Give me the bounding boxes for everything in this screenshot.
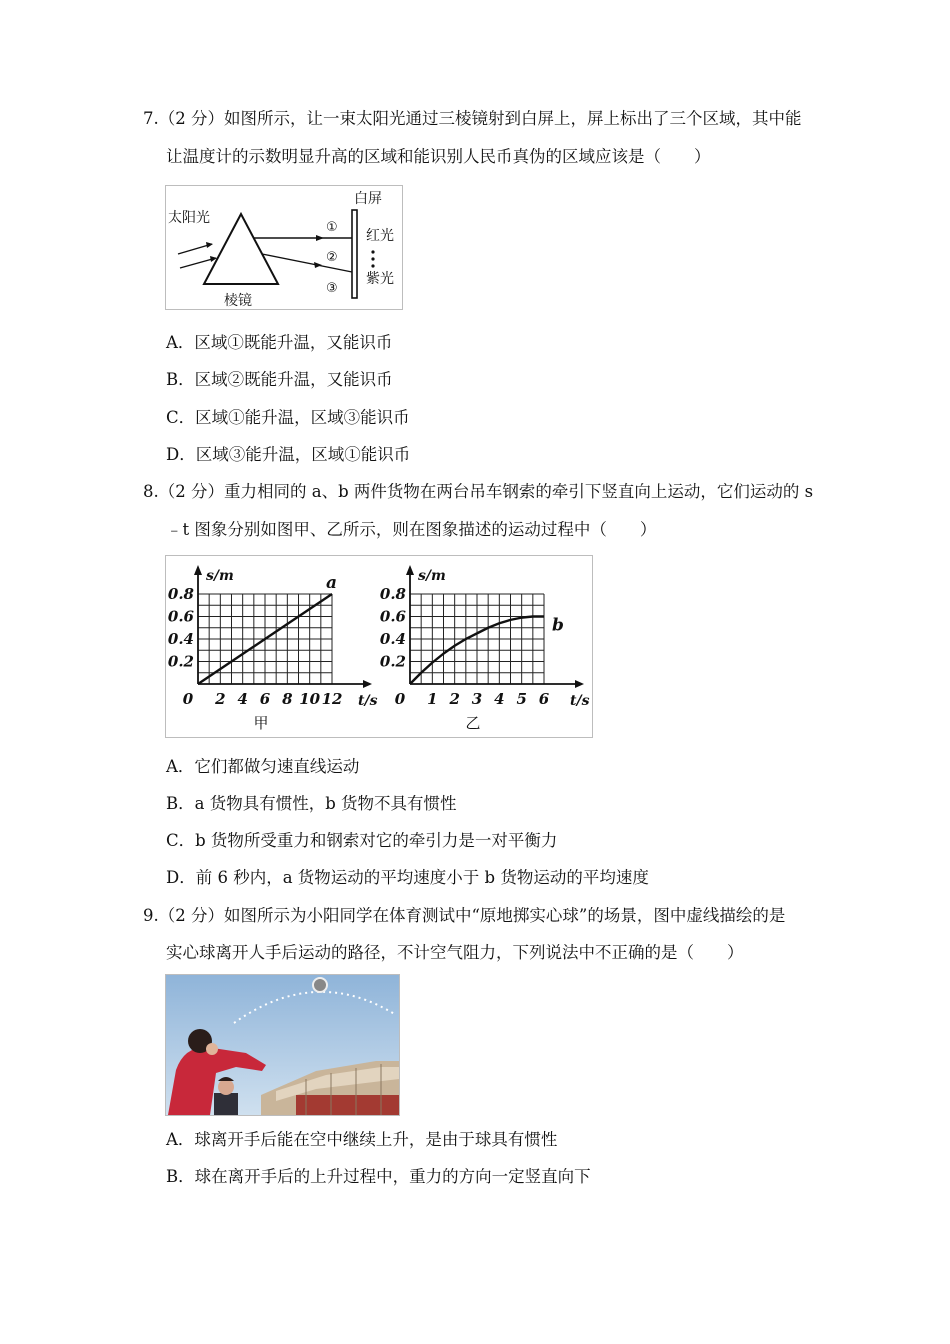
ball	[313, 978, 327, 992]
q9-score: （2 分）	[158, 906, 224, 925]
q7-stem-line1	[143, 108, 802, 130]
q8-stem-line2: ﹣t 图象分别如图甲、乙所示，则在图象描述的运动过程中（ ）	[166, 520, 657, 539]
y-axis-label: s/m	[418, 568, 446, 584]
shot-put-photo	[165, 974, 400, 1116]
y-axis-arrow	[406, 565, 414, 575]
series-label-b: b	[552, 615, 564, 636]
y-axis-arrow	[194, 565, 202, 575]
q8-stem-line1	[143, 481, 813, 503]
q9-option-b: B．球在离开手后的上升过程中，重力的方向一定竖直向下	[166, 1167, 591, 1186]
x-tick-label: 0	[182, 690, 194, 708]
x-tick-label: 8	[282, 690, 293, 708]
region-2-label: ②	[326, 250, 338, 265]
q9-option-a: A．球离开手后能在空中继续上升，是由于球具有惯性	[166, 1130, 558, 1149]
q7-stem-line2: 让温度计的示数明显升高的区域和能识别人民币真伪的区域应该是（ ）	[166, 147, 711, 166]
sunlight-label: 太阳光	[168, 210, 210, 226]
q9-stem-text1: 如图所示为小阳同学在体育测试中“原地掷实心球”的场景，图中虚线描绘的是	[224, 906, 786, 925]
graph-caption: 甲	[253, 714, 269, 732]
y-tick-label: 0.8	[167, 585, 194, 603]
graph-caption: 乙	[465, 714, 481, 732]
prism-label: 棱镜	[224, 293, 252, 309]
prism-triangle	[204, 214, 278, 284]
x-axis-arrow	[363, 680, 372, 688]
x-tick-label: 0	[394, 690, 406, 708]
q8-score: （2 分）	[158, 482, 224, 501]
q7-option-b: B．区域②既能升温，又能识币	[166, 370, 393, 389]
white-screen	[352, 210, 357, 298]
x-axis-label: t/s	[570, 693, 590, 709]
q8-number: 8.	[143, 482, 159, 501]
y-tick-label: 0.6	[167, 607, 194, 626]
q8-option-c: C．b 货物所受重力和钢索对它的牵引力是一对平衡力	[166, 831, 558, 850]
x-tick-label: 5	[516, 690, 527, 708]
q8-option-b: B．a 货物具有惯性，b 货物不具有惯性	[166, 794, 457, 813]
y-axis-label: s/m	[206, 568, 234, 584]
red-light-label: 红光	[366, 228, 394, 244]
q7-option-c: C．区域①能升温，区域③能识币	[166, 408, 410, 427]
x-tick-label: 10	[299, 690, 321, 708]
x-tick-label: 12	[321, 690, 343, 708]
y-tick-label: 0.4	[167, 630, 194, 648]
region-1-label: ①	[326, 220, 338, 235]
series-label-a: a	[326, 573, 338, 593]
x-tick-label: 6	[538, 690, 550, 708]
x-axis-arrow	[575, 680, 584, 688]
x-tick-label: 4	[237, 690, 248, 708]
x-tick-label: 1	[427, 690, 438, 708]
q7-option-a: A．区域①既能升温，又能识币	[166, 333, 393, 352]
q9-stem-line1	[143, 905, 785, 927]
st-graphs-figure	[165, 555, 593, 738]
q7-stem-text1: 如图所示，让一束太阳光通过三棱镜射到白屏上，屏上标出了三个区域，其中能	[224, 109, 802, 128]
x-tick-label: 2	[215, 690, 226, 708]
x-tick-label: 6	[259, 690, 271, 708]
x-tick-label: 4	[494, 690, 505, 708]
graph-jia	[168, 565, 378, 732]
y-tick-label: 0.6	[379, 607, 406, 626]
screen-label: 白屏	[354, 191, 382, 207]
y-tick-label: 0.2	[167, 652, 194, 671]
q7-option-d: D．区域③能升温，区域①能识币	[166, 445, 411, 464]
x-tick-label: 2	[449, 690, 460, 708]
y-tick-label: 0.4	[379, 630, 406, 648]
q8-option-a: A．它们都做匀速直线运动	[166, 757, 360, 776]
outgoing-ray-violet	[262, 254, 352, 272]
q8-stem-text1: 重力相同的 a、b 两件货物在两台吊车钢索的牵引下竖直向上运动，它们运动的 s	[224, 482, 814, 501]
y-tick-label: 0.8	[379, 585, 406, 603]
y-tick-label: 0.2	[379, 652, 406, 671]
x-axis-label: t/s	[358, 693, 378, 709]
q9-number: 9.	[143, 906, 159, 925]
q7-number: 7.	[143, 109, 159, 128]
prism-diagram	[165, 185, 403, 310]
graph-yi	[380, 565, 590, 732]
q9-stem-line2: 实心球离开人手后运动的路径，不计空气阻力，下列说法中不正确的是（ ）	[166, 943, 744, 962]
x-tick-label: 3	[471, 690, 483, 708]
region-3-label: ③	[326, 281, 338, 296]
q8-option-d: D．前 6 秒内，a 货物运动的平均速度小于 b 货物运动的平均速度	[166, 868, 649, 887]
violet-light-label: 紫光	[366, 271, 394, 287]
q7-score: （2 分）	[158, 109, 224, 128]
